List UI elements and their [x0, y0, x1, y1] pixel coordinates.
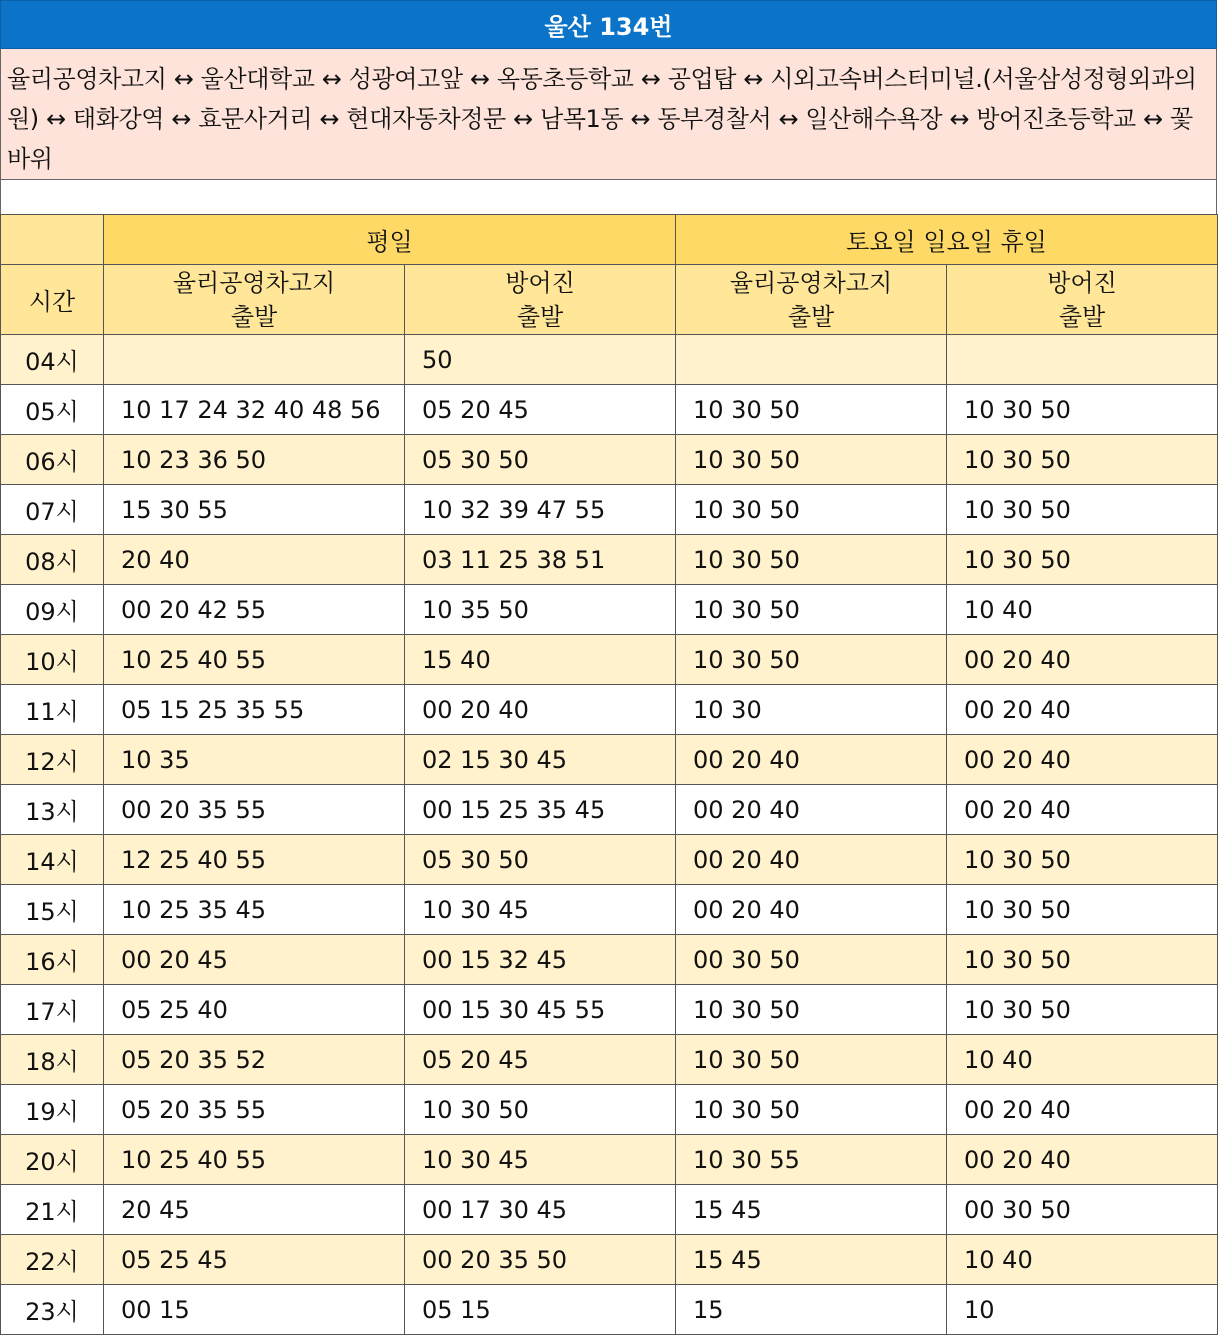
- departure-times-cell: [104, 335, 405, 385]
- departure-times-cell: 10 30 50: [676, 435, 947, 485]
- departure-times-cell: 00 20 40: [947, 685, 1218, 735]
- departure-times-cell: 10 30 50: [947, 885, 1218, 935]
- hour-cell: 12시: [1, 735, 104, 785]
- departure-times-cell: 10 30 50: [676, 585, 947, 635]
- departure-times-cell: 00 20 45: [104, 935, 405, 985]
- subheader-weekend-bangeojin: [947, 265, 1218, 335]
- timetable-body: [1, 335, 1218, 1335]
- departure-times-cell: 10 35 50: [405, 585, 676, 635]
- departure-times-cell: 00 15: [104, 1285, 405, 1335]
- departure-times-cell: 05 20 45: [405, 1035, 676, 1085]
- hour-cell: 13시: [1, 785, 104, 835]
- departure-times-cell: 15 30 55: [104, 485, 405, 535]
- table-row: [1, 985, 1218, 1035]
- page-title: 울산 134번: [0, 0, 1217, 49]
- departure-times-cell: 10 40: [947, 1035, 1218, 1085]
- table-row: [1, 735, 1218, 785]
- departure-times-cell: 00 20 42 55: [104, 585, 405, 635]
- departure-times-cell: 10 30 45: [405, 885, 676, 935]
- departure-times-cell: 10 30 55: [676, 1135, 947, 1185]
- time-column-header: 시간: [1, 265, 104, 335]
- group-header-weekday: 평일: [104, 215, 676, 265]
- departure-times-cell: 10 23 36 50: [104, 435, 405, 485]
- departure-times-cell: 10 40: [947, 1235, 1218, 1285]
- departure-times-cell: 00 20 35 50: [405, 1235, 676, 1285]
- departure-times-cell: 00 20 40: [947, 1135, 1218, 1185]
- table-row: [1, 585, 1218, 635]
- departure-times-cell: 10 32 39 47 55: [405, 485, 676, 535]
- departure-times-cell: 00 15 32 45: [405, 935, 676, 985]
- hour-cell: 16시: [1, 935, 104, 985]
- departure-times-cell: 15: [676, 1285, 947, 1335]
- departure-times-cell: 10 25 40 55: [104, 1135, 405, 1185]
- departure-times-cell: 15 40: [405, 635, 676, 685]
- departure-times-cell: 00 20 40: [676, 785, 947, 835]
- departure-times-cell: 10 35: [104, 735, 405, 785]
- departure-times-cell: 10 30 50: [947, 835, 1218, 885]
- group-header-weekend: 토요일 일요일 휴일: [676, 215, 1218, 265]
- hour-cell: 18시: [1, 1035, 104, 1085]
- hour-cell: 06시: [1, 435, 104, 485]
- departure-times-cell: 00 20 40: [405, 685, 676, 735]
- subheader-line1: 방어진: [505, 268, 575, 297]
- departure-times-cell: 00 20 40: [947, 785, 1218, 835]
- departure-times-cell: 00 20 40: [947, 735, 1218, 785]
- table-row: [1, 385, 1218, 435]
- departure-times-cell: 10: [947, 1285, 1218, 1335]
- departure-times-cell: 02 15 30 45: [405, 735, 676, 785]
- subheader-line1: 방어진: [1047, 268, 1117, 297]
- departure-times-cell: 10 30 50: [947, 485, 1218, 535]
- departure-times-cell: 05 20 35 55: [104, 1085, 405, 1135]
- hour-cell: 23시: [1, 1285, 104, 1335]
- departure-times-cell: 00 20 35 55: [104, 785, 405, 835]
- route-description: 율리공영차고지 ↔ 울산대학교 ↔ 성광여고앞 ↔ 옥동초등학교 ↔ 공업탑 ↔ 시외고속버스터미널.(서울삼성정형외과의원) ↔ 태화강역 ↔ 효문사거리 ↔ 현대자동차정문 ↔ 남목1동 ↔ 동부경찰서 ↔ 일산해수욕장 ↔ 방어진초등학교 ↔ 꽃바위: [0, 49, 1217, 180]
- hour-cell: 09시: [1, 585, 104, 635]
- hour-cell: 04시: [1, 335, 104, 385]
- table-row: [1, 435, 1218, 485]
- departure-times-cell: 10 30 50: [947, 985, 1218, 1035]
- table-row: [1, 1285, 1218, 1335]
- departure-times-cell: 50: [405, 335, 676, 385]
- departure-times-cell: 10 30 50: [676, 535, 947, 585]
- departure-times-cell: 00 15 30 45 55: [405, 985, 676, 1035]
- subheader-line1: 율리공영차고지: [729, 268, 893, 297]
- subheader-line2: 출발: [230, 302, 278, 331]
- departure-times-cell: 00 17 30 45: [405, 1185, 676, 1235]
- table-row: [1, 785, 1218, 835]
- table-row: [1, 535, 1218, 585]
- table-row: [1, 935, 1218, 985]
- hour-cell: 10시: [1, 635, 104, 685]
- hour-cell: 17시: [1, 985, 104, 1035]
- departure-times-cell: [947, 335, 1218, 385]
- departure-times-cell: 05 30 50: [405, 435, 676, 485]
- departure-times-cell: 10 25 35 45: [104, 885, 405, 935]
- subheader-line1: 율리공영차고지: [172, 268, 336, 297]
- departure-times-cell: 10 30 50: [947, 935, 1218, 985]
- departure-times-cell: 12 25 40 55: [104, 835, 405, 885]
- subheader-weekday-yulli: [104, 265, 405, 335]
- departure-times-cell: 10 30 50: [947, 385, 1218, 435]
- departure-times-cell: 10 30 50: [405, 1085, 676, 1135]
- departure-times-cell: 03 11 25 38 51: [405, 535, 676, 585]
- table-row: [1, 1235, 1218, 1285]
- departure-times-cell: 10 17 24 32 40 48 56: [104, 385, 405, 435]
- table-row: [1, 1135, 1218, 1185]
- departure-times-cell: 00 30 50: [947, 1185, 1218, 1235]
- hour-cell: 15시: [1, 885, 104, 935]
- departure-times-cell: 10 30 50: [676, 1035, 947, 1085]
- departure-times-cell: 05 25 40: [104, 985, 405, 1035]
- departure-times-cell: 10 30 50: [676, 1085, 947, 1135]
- table-row: [1, 335, 1218, 385]
- table-row: [1, 1085, 1218, 1135]
- departure-times-cell: 10 30 50: [676, 635, 947, 685]
- departure-times-cell: 10 30 50: [676, 985, 947, 1035]
- departure-times-cell: 00 15 25 35 45: [405, 785, 676, 835]
- subheader-weekday-bangeojin: [405, 265, 676, 335]
- table-row: [1, 635, 1218, 685]
- hour-cell: 20시: [1, 1135, 104, 1185]
- subheader-weekend-yulli: [676, 265, 947, 335]
- departure-times-cell: 10 30 50: [676, 385, 947, 435]
- table-row: [1, 835, 1218, 885]
- hour-cell: 08시: [1, 535, 104, 585]
- departure-times-cell: 20 40: [104, 535, 405, 585]
- departure-times-cell: 10 40: [947, 585, 1218, 635]
- hour-cell: 05시: [1, 385, 104, 435]
- timetable: [0, 214, 1218, 1335]
- departure-times-cell: 00 20 40: [676, 735, 947, 785]
- table-row: [1, 685, 1218, 735]
- departure-times-cell: 10 30 50: [676, 485, 947, 535]
- departure-times-cell: [676, 335, 947, 385]
- departure-times-cell: 05 20 35 52: [104, 1035, 405, 1085]
- hour-cell: 22시: [1, 1235, 104, 1285]
- departure-times-cell: 15 45: [676, 1235, 947, 1285]
- spacer: [0, 180, 1217, 214]
- departure-times-cell: 05 15 25 35 55: [104, 685, 405, 735]
- table-row: [1, 485, 1218, 535]
- subheader-line2: 출발: [1058, 302, 1106, 331]
- hour-cell: 19시: [1, 1085, 104, 1135]
- departure-times-cell: 05 20 45: [405, 385, 676, 435]
- departure-times-cell: 05 30 50: [405, 835, 676, 885]
- subheader-line2: 출발: [516, 302, 564, 331]
- departure-times-cell: 10 25 40 55: [104, 635, 405, 685]
- table-row: [1, 1035, 1218, 1085]
- departure-times-cell: 00 20 40: [947, 1085, 1218, 1135]
- departure-times-cell: 10 30: [676, 685, 947, 735]
- departure-times-cell: 00 20 40: [676, 885, 947, 935]
- hour-cell: 14시: [1, 835, 104, 885]
- subheader-line2: 출발: [787, 302, 835, 331]
- hour-cell: 21시: [1, 1185, 104, 1235]
- departure-times-cell: 20 45: [104, 1185, 405, 1235]
- departure-times-cell: 10 30 50: [947, 535, 1218, 585]
- table-row: [1, 885, 1218, 935]
- departure-times-cell: 10 30 50: [947, 435, 1218, 485]
- departure-times-cell: 05 15: [405, 1285, 676, 1335]
- departure-times-cell: 10 30 45: [405, 1135, 676, 1185]
- departure-times-cell: 00 20 40: [676, 835, 947, 885]
- departure-times-cell: 00 30 50: [676, 935, 947, 985]
- departure-times-cell: 05 25 45: [104, 1235, 405, 1285]
- hour-cell: 11시: [1, 685, 104, 735]
- departure-times-cell: 15 45: [676, 1185, 947, 1235]
- header-corner: [1, 215, 104, 265]
- departure-times-cell: 00 20 40: [947, 635, 1218, 685]
- hour-cell: 07시: [1, 485, 104, 535]
- table-row: [1, 1185, 1218, 1235]
